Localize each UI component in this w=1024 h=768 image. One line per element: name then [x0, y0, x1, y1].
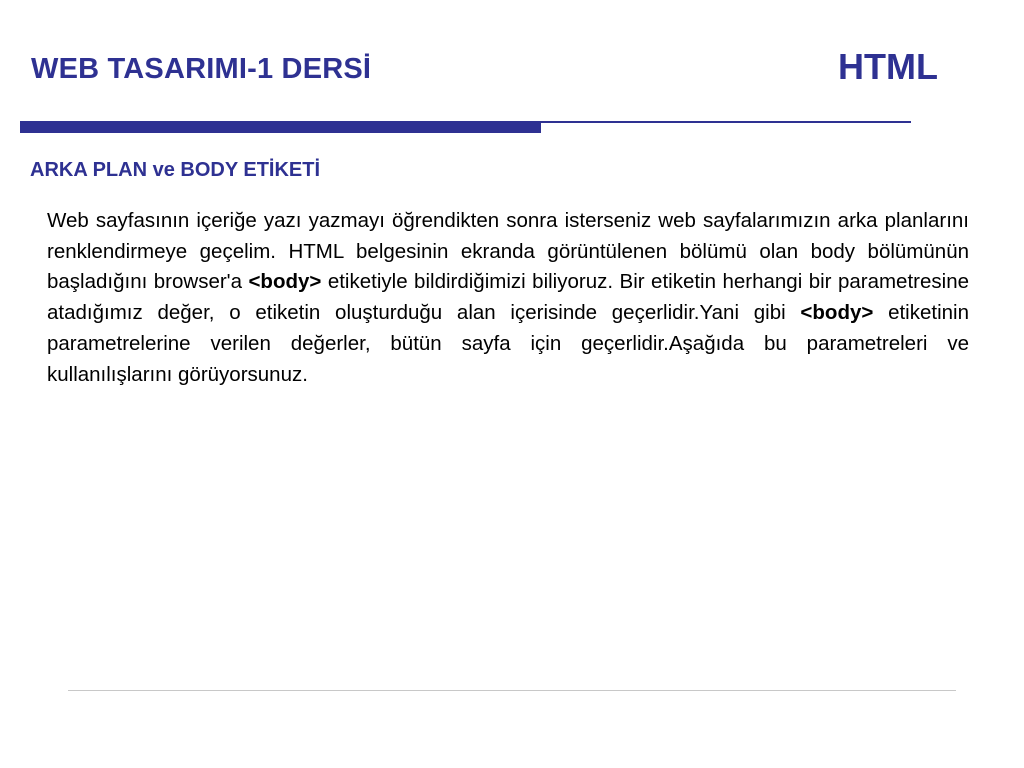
header-divider-thin [541, 121, 911, 123]
body-tag-1: <body> [248, 270, 322, 294]
header-divider-thick [20, 121, 541, 133]
footer-divider [68, 690, 956, 691]
section-heading: ARKA PLAN ve BODY ETİKETİ [30, 159, 321, 181]
body-tag-2: <body> [800, 301, 874, 325]
body-text-part-2: etiketiyle bildirdiğimizi biliyoruz. Bir etiketin herhangi bir parametresine atadığımız değer, o etiketin oluşturduğu alan içerisinde geçerlidir.Yani gibi [47, 270, 969, 325]
topic-label: HTML [838, 46, 938, 87]
body-text-part-3: etiketinin parametrelerine verilen değerler, bütün sayfa için geçerlidir.Aşağıda bu parametreleri ve kullanılışlarını görüyorsunuz. [47, 301, 969, 386]
body-paragraph [47, 206, 969, 390]
course-title: WEB TASARIMI-1 DERSİ [31, 53, 372, 85]
body-text-part-1: Web sayfasının içeriğe yazı yazmayı öğrendikten sonra isterseniz web sayfalarımızın arka planlarını renklendirmeye geçelim. HTML belgesinin ekranda görüntülenen bölümü olan body bölümünün başladığını browser'a [47, 209, 969, 294]
